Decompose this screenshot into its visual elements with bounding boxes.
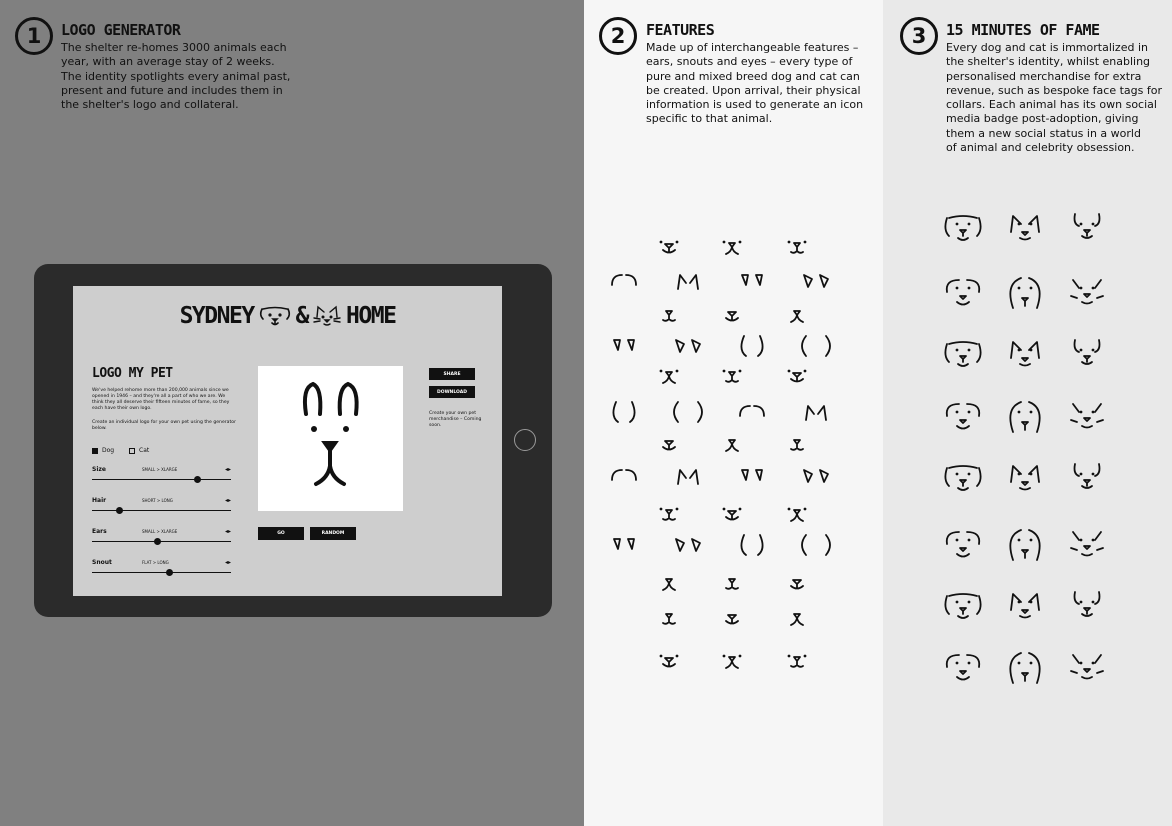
feature-parts-grid (584, 0, 883, 826)
ear-pair-icon (804, 275, 828, 287)
pet-logo-preview (258, 366, 403, 511)
ear-pair-icon (612, 275, 636, 285)
snout-icon (663, 614, 675, 624)
ear-pair-icon (742, 275, 762, 285)
panel-logo-generator (0, 0, 584, 826)
snout-icon (791, 311, 803, 322)
snout-icon (660, 370, 679, 383)
body-line: them a new social status in a world (946, 126, 1141, 140)
slider-track[interactable] (92, 541, 231, 542)
snout-icon (788, 241, 807, 253)
body-line: the shelter's identity, whilst enabling (946, 55, 1151, 69)
logo-my-pet-title: LOGO MY PET (92, 366, 173, 381)
snout-icon (660, 241, 679, 253)
cat-checkbox[interactable] (129, 448, 135, 454)
animal-face-icon (1010, 402, 1039, 432)
tablet-device (34, 264, 552, 617)
animal-face-icon (1071, 655, 1103, 679)
section-number: 2 (599, 17, 637, 55)
cat-face-icon (312, 305, 342, 327)
body-line: collars. Each animal has its own social (946, 98, 1157, 112)
snout-icon (663, 311, 675, 321)
animal-face-icon (1071, 280, 1103, 304)
section-title: LOGO GENERATOR (61, 21, 181, 39)
animal-face-icon (1075, 592, 1100, 616)
animal-face-icon (1010, 278, 1039, 308)
ear-pair-icon (741, 336, 762, 356)
snout-icon (726, 312, 738, 321)
snout-icon (788, 370, 807, 382)
section-number: 3 (900, 17, 938, 55)
body-line: year, with an average stay of 2 weeks. (61, 55, 275, 69)
go-button[interactable]: GO (258, 527, 304, 540)
ear-pair-icon (802, 535, 830, 555)
body-line: present and future and includes them in (61, 83, 283, 97)
snout-icon (723, 370, 742, 382)
snout-icon (660, 655, 679, 667)
snout-icon (723, 655, 742, 668)
section-body (61, 41, 290, 112)
snout-icon (788, 508, 807, 521)
animal-face-icon (1075, 464, 1100, 488)
dog-face-icon (258, 305, 292, 327)
tablet-screen (73, 286, 502, 596)
animal-face-icon (1011, 594, 1039, 618)
dog-label: Dog (102, 447, 115, 454)
animal-face-icon (947, 404, 980, 429)
snout-icon (726, 579, 738, 589)
slider-arrows-icon[interactable]: ◂▸ (224, 497, 231, 504)
slider-label: Size (92, 466, 106, 473)
snout-icon (723, 508, 742, 520)
ear-pair-icon (614, 539, 634, 549)
animal-face-icon (945, 342, 980, 366)
body-line: Every dog and cat is immortalized in (946, 41, 1148, 54)
body-line: ears, snouts and eyes – every type of (646, 55, 853, 69)
ear-pair-icon (612, 470, 636, 480)
slider-range: FLAT > LONG (142, 560, 169, 565)
body-line: pure and mixed breed dog and cat can (646, 69, 860, 83)
snout-icon (663, 579, 675, 590)
animal-face-icon (947, 532, 980, 557)
slider-label: Ears (92, 528, 107, 535)
ear-pair-icon (742, 470, 762, 480)
animal-face-icon (1010, 653, 1039, 683)
animal-face-icon (1071, 532, 1103, 556)
ear-pair-icon (741, 535, 762, 555)
snout-icon (788, 655, 807, 667)
brand-word-home: HOME (346, 303, 396, 329)
merch-note: Create your own pet merchandise – Coming soon. (429, 411, 482, 428)
slider-knob[interactable] (116, 507, 123, 514)
snout-icon (791, 580, 803, 589)
download-button[interactable]: DOWNLOAD (429, 386, 475, 398)
animal-face-icon (945, 466, 980, 490)
ear-pair-icon (676, 539, 700, 551)
body-line: Made up of interchangeable features – (646, 41, 859, 54)
snout-icon (726, 615, 738, 624)
slider-track[interactable] (92, 510, 231, 511)
body-line: specific to that animal. (646, 112, 773, 126)
body-line: revenue, such as bespoke face tags for (946, 83, 1162, 97)
body-line: the shelter's logo and collateral. (61, 98, 239, 112)
animal-face-icon (1010, 530, 1039, 560)
tablet-home-button[interactable] (514, 429, 536, 451)
animal-face-icon (945, 594, 980, 618)
random-button[interactable]: RANDOM (310, 527, 356, 540)
slider-range: SMALL > XLARGE (142, 529, 178, 534)
ears-slider[interactable] (92, 528, 231, 548)
ear-pair-icon (674, 402, 702, 422)
brand-word-sydney: SYDNEY (179, 303, 254, 329)
slider-knob[interactable] (154, 538, 161, 545)
panel-fifteen-minutes (883, 0, 1172, 826)
slider-knob[interactable] (194, 476, 201, 483)
section-title: FEATURES (646, 21, 715, 39)
ear-pair-icon (804, 470, 828, 482)
body-line: personalised merchandise for extra (946, 69, 1142, 83)
ear-pair-icon (678, 275, 698, 289)
body-line: media badge post-adoption, giving (946, 112, 1139, 126)
animal-face-icon (1011, 466, 1039, 490)
slider-label: Snout (92, 559, 112, 566)
hair-slider[interactable] (92, 497, 231, 517)
section-number: 1 (15, 17, 53, 55)
slider-range: SHORT > LONG (142, 498, 173, 503)
snout-icon (791, 440, 803, 450)
slider-track[interactable] (92, 479, 231, 480)
slider-arrows-icon[interactable]: ◂▸ (224, 466, 231, 473)
logo-my-pet-instruction: Create an individual logo for your own pet using the generator below. (92, 420, 236, 431)
body-line: The identity spotlights every animal past, (61, 69, 291, 83)
ear-pair-icon (678, 470, 698, 484)
animal-face-icon (947, 655, 980, 680)
species-dog-option[interactable] (92, 447, 114, 454)
slider-arrows-icon[interactable]: ◂▸ (224, 528, 231, 535)
ear-pair-icon (802, 336, 830, 356)
snout-slider[interactable] (92, 559, 231, 579)
animal-face-icon (945, 216, 980, 240)
ear-pair-icon (613, 402, 634, 422)
snout-icon (791, 614, 803, 625)
slider-label: Hair (92, 497, 107, 504)
body-line: be created. Upon arrival, their physical (646, 83, 861, 97)
cat-label: Cat (139, 447, 150, 454)
snout-icon (723, 241, 742, 254)
panel-features (584, 0, 883, 826)
logo-my-pet-description: We've helped rehome more than 200,000 animals since we opened in 1946 – and they're all a part of who we are. We think they all deserve their fifteen minutes of fame, so they each have their own logo. (92, 388, 230, 411)
size-slider[interactable] (92, 466, 231, 486)
animal-face-icon (1011, 216, 1039, 240)
brand-logo (73, 303, 502, 329)
snout-icon (726, 440, 738, 451)
ear-pair-icon (676, 340, 700, 352)
slider-range: SMALL > XLARGE (142, 467, 178, 472)
section-title: 15 MINUTES OF FAME (946, 21, 1100, 39)
body-line: of animal and celebrity obsession. (946, 141, 1135, 155)
animal-face-icon (1075, 340, 1100, 364)
animal-faces-grid (883, 0, 1172, 826)
animal-face-icon (1011, 342, 1039, 366)
ear-pair-icon (614, 340, 634, 350)
ear-pair-icon (740, 406, 764, 416)
slider-track[interactable] (92, 572, 231, 573)
share-button[interactable]: SHARE (429, 368, 475, 380)
body-line: The shelter re-homes 3000 animals each (61, 41, 287, 54)
animal-face-icon (947, 280, 980, 305)
generated-dog-icon (258, 366, 403, 511)
brand-ampersand: & (295, 303, 309, 329)
animal-face-icon (1071, 404, 1103, 428)
species-cat-option[interactable] (129, 447, 149, 454)
slider-knob[interactable] (166, 569, 173, 576)
body-line: information is used to generate an icon (646, 98, 864, 112)
slider-arrows-icon[interactable]: ◂▸ (224, 559, 231, 566)
snout-icon (663, 441, 675, 450)
ear-pair-icon (806, 406, 826, 420)
snout-icon (660, 508, 679, 520)
dog-checkbox[interactable] (92, 448, 98, 454)
animal-face-icon (1075, 214, 1100, 238)
